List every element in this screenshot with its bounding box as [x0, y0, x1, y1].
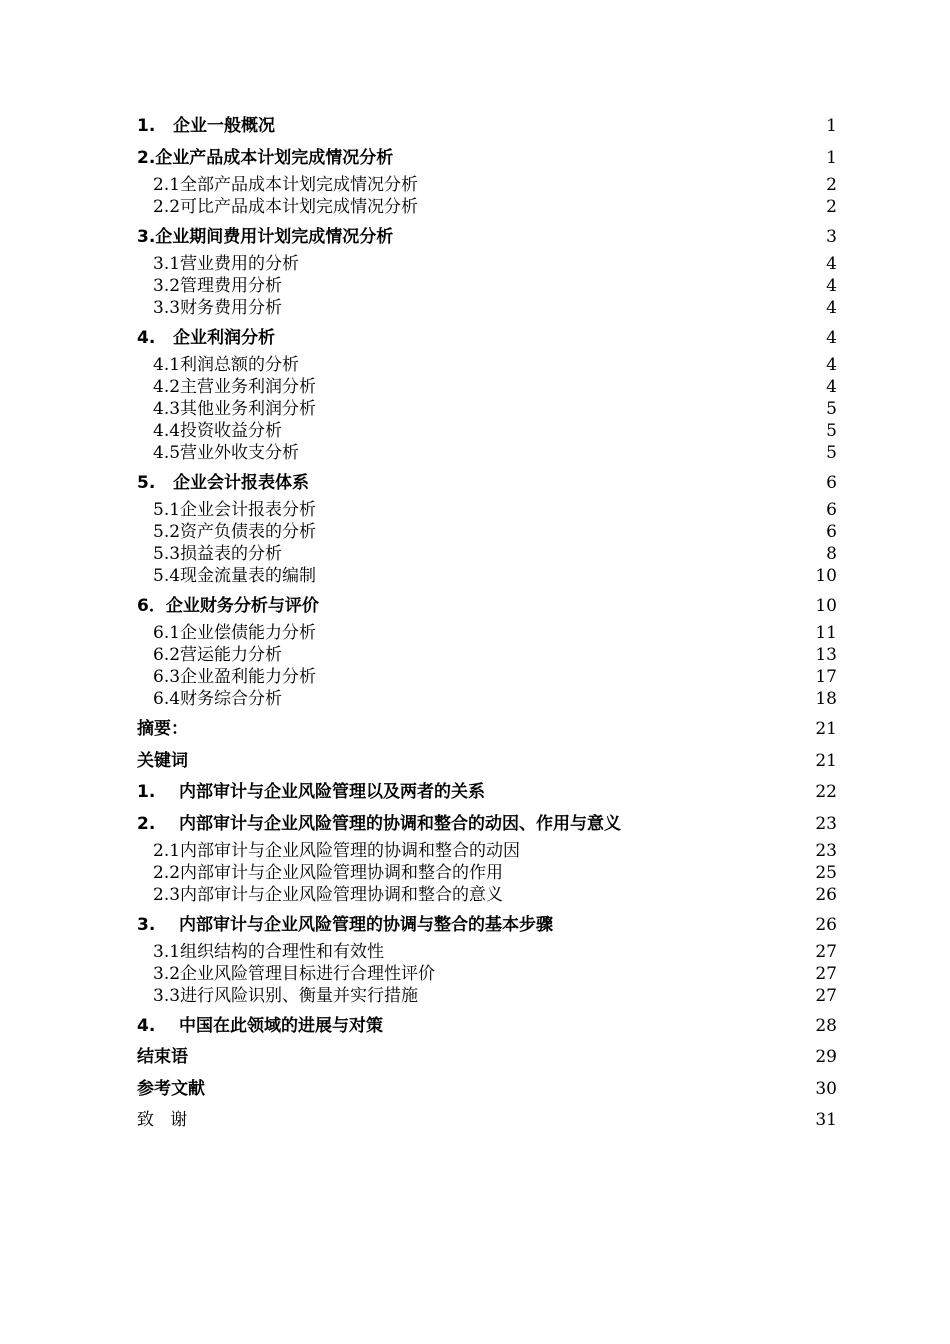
toc-entry-title: 6.2营运能力分析: [153, 645, 283, 666]
toc-page-number: 23: [815, 813, 837, 834]
toc-entry-2-1[interactable]: [137, 175, 837, 197]
toc-page-number: 4: [826, 355, 837, 376]
toc-entry-title: 4. 中国在此领域的进展与对策: [137, 1015, 383, 1036]
toc-entry-audit-2[interactable]: [137, 810, 837, 842]
toc-page-number: 10: [815, 566, 837, 587]
toc-entry-1[interactable]: [137, 112, 837, 144]
toc-entry-2-2[interactable]: [137, 197, 837, 219]
toc-entry-audit-3-3[interactable]: [137, 986, 837, 1008]
toc-entry-4-3[interactable]: [137, 399, 837, 421]
toc-entry-title: 5.1企业会计报表分析: [153, 500, 317, 521]
toc-entry-title: 5.3损益表的分析: [153, 544, 283, 565]
toc-page-number: 4: [826, 377, 837, 398]
toc-page-number: 5: [826, 399, 837, 420]
toc-entry-6[interactable]: [137, 592, 837, 624]
toc-entry-title: 5. 企业会计报表体系: [137, 472, 310, 493]
toc-page-number: 1: [826, 147, 837, 168]
toc-entry-title: 2.1全部产品成本计划完成情况分析: [153, 175, 419, 195]
toc-entry-title: 参考文献: [137, 1078, 205, 1099]
toc-entry-audit-3[interactable]: [137, 911, 837, 943]
toc-page-number: 27: [815, 964, 837, 985]
toc-entry-acknowledgements[interactable]: [137, 1106, 837, 1138]
toc-entry-title: 摘要：: [137, 719, 188, 740]
toc-page-number: 27: [815, 942, 837, 963]
toc-page-number: 2: [826, 175, 837, 195]
toc-page-number: 6: [826, 472, 837, 493]
toc-entry-audit-2-2[interactable]: [137, 863, 837, 885]
toc-entry-title: 6．企业财务分析与评价: [137, 595, 319, 616]
toc-page-number: 17: [815, 667, 837, 688]
toc-entry-title: 4.2主营业务利润分析: [153, 377, 317, 398]
toc-page-number: 8: [826, 544, 837, 565]
toc-entry-5-1[interactable]: [137, 500, 837, 522]
toc-page-number: 1: [826, 116, 837, 136]
toc-entry-title: 1. 内部审计与企业风险管理以及两者的关系: [137, 782, 485, 803]
toc-entry-title: 1. 企业一般概况: [137, 116, 276, 136]
toc-entry-title: 2.企业产品成本计划完成情况分析: [137, 147, 394, 168]
toc-entry-title: 致 谢: [137, 1110, 188, 1131]
toc-entry-title: 4.3其他业务利润分析: [153, 399, 317, 420]
toc-page-number: 21: [815, 719, 837, 740]
toc-entry-audit-3-2[interactable]: [137, 964, 837, 986]
toc-entry-title: 5.2资产负债表的分析: [153, 522, 317, 543]
toc-entry-3[interactable]: [137, 223, 837, 255]
toc-entry-4-1[interactable]: [137, 355, 837, 377]
toc-page-number: 10: [815, 595, 837, 616]
toc-entry-title: 3. 内部审计与企业风险管理的协调与整合的基本步骤: [137, 914, 553, 935]
toc-entry-audit-1[interactable]: [137, 778, 837, 810]
toc-entry-5-4[interactable]: [137, 566, 837, 588]
toc-entry-title: 3.2企业风险管理目标进行合理性评价: [153, 964, 436, 985]
toc-entry-title: 2. 内部审计与企业风险管理的协调和整合的动因、作用与意义: [137, 813, 621, 834]
toc-entry-6-4[interactable]: [137, 689, 837, 711]
toc-entry-5-3[interactable]: [137, 544, 837, 566]
toc-entry-references[interactable]: [137, 1075, 837, 1107]
toc-entry-4-4[interactable]: [137, 421, 837, 443]
toc-entry-title: 4.5营业外收支分析: [153, 443, 300, 464]
toc-page-number: 2: [826, 196, 837, 217]
toc-entry-title: 3.3进行风险识别、衡量并实行措施: [153, 985, 419, 1006]
toc-page-number: 5: [826, 443, 837, 464]
toc-entry-audit-2-3[interactable]: [137, 885, 837, 907]
toc-page-number: 3: [826, 226, 837, 247]
toc-entry-title: 3.1营业费用的分析: [153, 254, 300, 275]
toc-entry-title: 2.1内部审计与企业风险管理的协调和整合的动因: [153, 841, 521, 862]
toc-page-number: 4: [826, 298, 837, 319]
toc-entry-title: 4.1利润总额的分析: [153, 355, 300, 376]
toc-entry-title: 3.企业期间费用计划完成情况分析: [137, 226, 394, 247]
toc-page-number: 31: [815, 1110, 837, 1131]
toc-page-number: 4: [826, 327, 837, 348]
toc-page-number: 4: [826, 254, 837, 275]
table-of-contents: [137, 112, 837, 1138]
toc-entry-4[interactable]: [137, 324, 837, 356]
toc-page-number: 18: [815, 689, 837, 710]
toc-entry-audit-3-1[interactable]: [137, 942, 837, 964]
toc-entry-title: 2.3内部审计与企业风险管理协调和整合的意义: [153, 884, 504, 905]
toc-entry-title: 结束语: [137, 1047, 188, 1068]
toc-entry-5[interactable]: [137, 469, 837, 501]
toc-entry-audit-2-1[interactable]: [137, 841, 837, 863]
toc-entry-3-2[interactable]: [137, 276, 837, 298]
toc-page-number: 13: [815, 645, 837, 666]
toc-entry-title: 3.1组织结构的合理性和有效性: [153, 942, 385, 963]
toc-entry-title: 2.2内部审计与企业风险管理协调和整合的作用: [153, 862, 504, 883]
toc-entry-keywords[interactable]: [137, 747, 837, 779]
toc-entry-6-2[interactable]: [137, 645, 837, 667]
toc-page-number: 6: [826, 522, 837, 543]
toc-page-number: 26: [815, 884, 837, 905]
toc-entry-title: 3.3财务费用分析: [153, 298, 283, 319]
toc-page-number: 28: [815, 1015, 837, 1036]
toc-entry-6-1[interactable]: [137, 623, 837, 645]
toc-entry-conclusion[interactable]: [137, 1043, 837, 1075]
toc-entry-title: 5.4现金流量表的编制: [153, 566, 317, 587]
toc-entry-title: 6.1企业偿债能力分析: [153, 623, 317, 644]
toc-entry-title: 6.3企业盈利能力分析: [153, 667, 317, 688]
toc-page-number: 27: [815, 985, 837, 1006]
toc-entry-title: 2.2可比产品成本计划完成情况分析: [153, 196, 419, 217]
toc-page-number: 6: [826, 500, 837, 521]
toc-page-number: 29: [815, 1047, 837, 1068]
toc-entry-3-3[interactable]: [137, 298, 837, 320]
toc-page-number: 25: [815, 862, 837, 883]
toc-entry-2[interactable]: [137, 144, 837, 176]
toc-page-number: 30: [815, 1078, 837, 1099]
toc-page-number: 21: [815, 750, 837, 771]
toc-entry-4-5[interactable]: [137, 443, 837, 465]
toc-page-number: 26: [815, 914, 837, 935]
toc-entry-3-1[interactable]: [137, 254, 837, 276]
toc-entry-abstract[interactable]: [137, 715, 837, 747]
toc-entry-4-2[interactable]: [137, 377, 837, 399]
toc-page-number: 4: [826, 276, 837, 297]
toc-entry-title: 关键词: [137, 750, 188, 771]
toc-entry-title: 3.2管理费用分析: [153, 276, 283, 297]
toc-page-number: 22: [815, 782, 837, 803]
toc-entry-title: 4.4投资收益分析: [153, 421, 283, 442]
toc-page-number: 23: [815, 841, 837, 862]
toc-entry-6-3[interactable]: [137, 667, 837, 689]
toc-entry-title: 6.4财务综合分析: [153, 689, 283, 710]
toc-entry-audit-4[interactable]: [137, 1012, 837, 1044]
toc-page-number: 5: [826, 421, 837, 442]
toc-page-number: 11: [815, 623, 837, 644]
toc-entry-5-2[interactable]: [137, 522, 837, 544]
toc-entry-title: 4. 企业利润分析: [137, 327, 276, 348]
